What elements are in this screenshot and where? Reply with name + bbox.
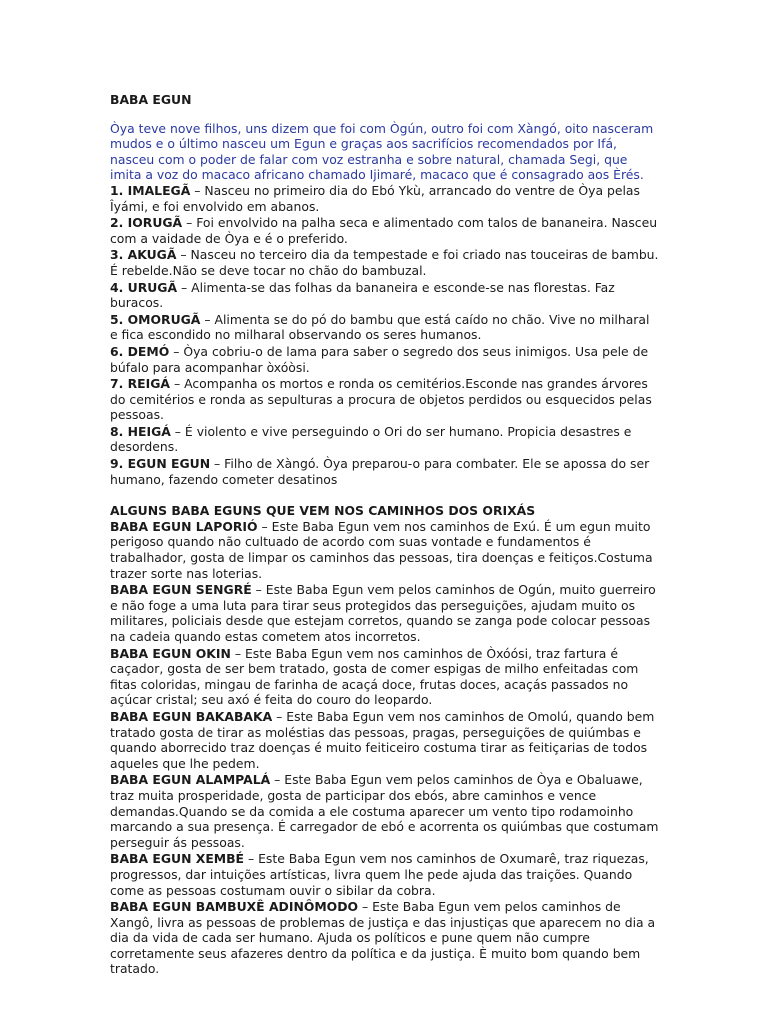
egun-name-sengre: BABA EGUN SENGRÉ — [110, 582, 252, 598]
child-entry-2 — [110, 215, 660, 246]
child-entry-1 — [110, 183, 660, 214]
egun-name-bakabaka: BABA EGUN BAKABAKA — [110, 708, 273, 724]
document-title: BABA EGUN — [110, 92, 192, 107]
child-description-5: – Alimenta se do pó do bambu que está caído no chão. Vive no milharal e fica escondido no milharal observando os seres humanos. — [110, 311, 650, 343]
child-description-3: – Nasceu no terceiro dia da tempestade e foi criado nas touceiras de bambu. É rebelde.Não se deve tocar no chão do bambuzal. — [110, 247, 659, 278]
child-entry-9 — [110, 456, 660, 487]
child-description-1: – Nasceu no primeiro dia do Ebó Ykù, arrancado do ventre de Òya pelas Îyámi, e foi envolvido em abanos. — [110, 182, 640, 214]
child-name-6: 6. DEMÓ — [110, 343, 170, 359]
egun-entry-laporio — [110, 519, 660, 581]
egun-entry-sengre — [110, 582, 660, 644]
egun-entry-alampala — [110, 772, 660, 850]
egun-entry-bambuxe — [110, 899, 660, 977]
child-entry-6 — [110, 344, 660, 375]
egun-description-okin: – Este Baba Egun vem nos caminhos de Òxóósi, traz fartura é caçador, gosta de ser bem tratado, gosta de comer espigas de milho enfeitadas com fitas coloridas, mingau de farinha de acaçá doce, frutas doces, acaçás passados no açúcar cristal; seu axó é feita do couro do leopardo. — [110, 645, 639, 708]
egun-description-xembe: – Este Baba Egun vem nos caminhos de Oxumarê, traz riquezas, progressos, dar intuições artísticas, livra quem lhe pede ajuda das traições. Quando come as pessoas costumam ouvir o sibilar da cobra. — [110, 851, 649, 898]
child-name-5: 5. OMORUGÃ — [110, 311, 201, 327]
child-name-2: 2. IORUGÃ — [110, 215, 183, 231]
child-name-4: 4. URUGÃ — [110, 279, 178, 295]
intro-paragraph: Òya teve nove filhos, uns dizem que foi com Ògún, outro foi com Xàngó, oito nasceram mudos e o último nasceu um Egun e graças aos sacrifícios recomendados por Ifá, nasceu com o poder de falar com voz estranha e sobre natural, chamada Segi, que imita a voz do macaco africano chamado Ijimaré, macaco que é consagrado aos Èrés. — [110, 120, 654, 183]
child-name-3: 3. AKUGÃ — [110, 247, 177, 263]
section-heading: ALGUNS BABA EGUNS QUE VEM NOS CAMINHOS DOS ORIXÁS — [110, 503, 536, 519]
child-description-4: – Alimenta-se das folhas da bananeira e esconde-se nas florestas. Faz buracos. — [110, 279, 615, 311]
child-name-8: 8. HEIGÁ — [110, 423, 171, 439]
egun-name-laporio: BABA EGUN LAPORIÓ — [110, 518, 258, 534]
egun-name-alampala: BABA EGUN ALAMPALÁ — [110, 772, 271, 788]
egun-description-sengre: – Este Baba Egun vem pelos caminhos de Ogún, muito guerreiro e não foge a uma luta para tirar seus protegidos das perseguições, ajudam muito os militares, policiais desde que estejam corretos, quando se zanga pode colocar pessoas na cadeia quando estas cometem atos incorretos. — [110, 582, 656, 644]
child-entry-7 — [110, 376, 660, 423]
egun-description-bakabaka: – Este Baba Egun vem nos caminhos de Omolú, quando bem tratado gosta de tirar as moléstias das pessoas, pragas, perseguições de quiúmbas e quando aborrecido traz doenças é muito feiticeiro costuma tirar as feitiçarias de todos aqueles que lhe pedem. — [110, 708, 655, 771]
child-entry-4 — [110, 280, 660, 311]
document-page — [110, 92, 660, 978]
egun-name-okin: BABA EGUN OKIN — [110, 645, 231, 661]
child-name-7: 7. REIGÁ — [110, 376, 171, 392]
child-description-2: – Foi envolvido na palha seca e alimentado com talos de bananeira. Nasceu com a vaidade de Òya e é o preferido. — [110, 215, 658, 246]
child-entry-5 — [110, 312, 660, 343]
egun-name-bambuxe: BABA EGUN BAMBUXÊ ADINÔMODO — [110, 899, 359, 915]
child-entry-3 — [110, 247, 660, 278]
child-entry-8 — [110, 424, 660, 455]
egun-description-alampala: – Este Baba Egun vem pelos caminhos de Òya e Obaluawe, traz muita prosperidade, gosta de participar dos ebós, abre caminhos e vence demandas.Quando se da comida a ele costuma aparecer um vento tipo rodamoinho marcando a sua presença. É carregador de ebó e acorrenta os quiúmbas que costumam perseguir ás pessoas. — [110, 772, 659, 850]
egun-description-bambuxe: – Este Baba Egun vem pelos caminhos de Xangô, livra as pessoas de problemas de justiça e das injustiças que aparecem no dia a dia da vida de cada ser humano. Ajuda os políticos e pune quem não cumpre corretamente seus afazeres dentro da política e da justiça. È muito bom quando bem tratado. — [110, 899, 656, 977]
child-description-8: – É violento e vive perseguindo o Ori do ser humano. Propicia desastres e desordens. — [110, 423, 632, 455]
egun-entry-xembe — [110, 851, 660, 898]
child-name-9: 9. EGUN EGUN — [110, 456, 211, 472]
child-description-7: – Acompanha os mortos e ronda os cemitérios.Esconde nas grandes árvores do cemitérios e ronda as sepulturas a procura de objetos perdidos ou esquecidos pelas pessoas. — [110, 376, 652, 423]
egun-name-xembe: BABA EGUN XEMBÉ — [110, 851, 245, 867]
child-description-6: – Òya cobriu-o de lama para saber o segredo dos seus inimigos. Usa pele de búfalo para acompanhar òxóòsi. — [110, 343, 649, 375]
egun-entry-bakabaka — [110, 709, 660, 771]
child-description-9: – Filho de Xàngó. Òya preparou-o para combater. Ele se apossa do ser humano, fazendo cometer desatinos — [110, 456, 650, 487]
child-name-1: 1. IMALEGÃ — [110, 182, 191, 198]
egun-entry-okin — [110, 646, 660, 708]
egun-description-laporio: – Este Baba Egun vem nos caminhos de Exú. É um egun muito perigoso quando não cultuado de acordo com suas vontade e fundamentos é trabalhador, gosta de limpar os caminhos das pessoas, tira doenças e feitiços.Costuma trazer sorte nas loterias. — [110, 518, 653, 581]
